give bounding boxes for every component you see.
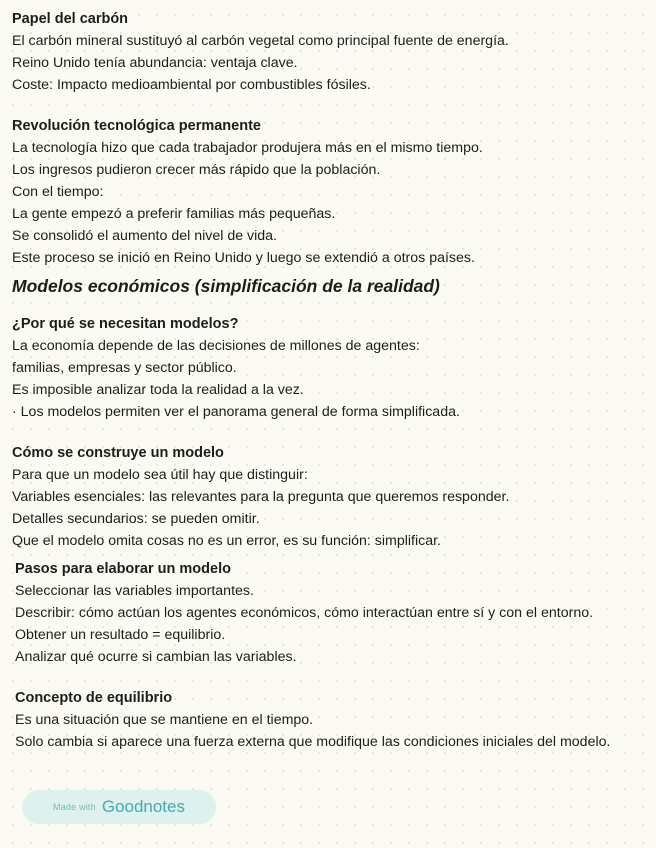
- note-line: Analizar qué ocurre si cambian las variables.: [15, 649, 297, 665]
- section-heading: ¿Por qué se necesitan modelos?: [12, 316, 239, 332]
- section-heading: Pasos para elaborar un modelo: [15, 561, 231, 577]
- spacer: [12, 96, 644, 115]
- section-papel-carbon: [12, 8, 644, 96]
- section-heading: Concepto de equilibrio: [15, 690, 173, 706]
- note-line: Solo cambia si aparece una fuerza externa que modifique las condiciones iniciales del modelo.: [15, 734, 611, 750]
- note-line: Que el modelo omita cosas no es un error, es su función: simplificar.: [12, 533, 441, 549]
- section-por-que-modelos: [12, 313, 644, 423]
- section-pasos-modelo: [12, 558, 644, 668]
- section-heading: Papel del carbón: [12, 11, 129, 27]
- note-line: La gente empezó a preferir familias más pequeñas.: [12, 206, 336, 222]
- note-line: Describir: cómo actúan los agentes económicos, cómo interactúan entre sí y con el entorno.: [15, 605, 594, 621]
- note-line: El carbón mineral sustituyó al carbón vegetal como principal fuente de energía.: [12, 33, 509, 49]
- note-line: Variables esenciales: las relevantes para la pregunta que queremos responder.: [12, 489, 510, 505]
- note-line: Es una situación que se mantiene en el tiempo.: [15, 712, 314, 728]
- note-line: Se consolidó el aumento del nivel de vida.: [12, 228, 278, 244]
- note-line: Los ingresos pudieron crecer más rápido que la población.: [12, 162, 381, 178]
- note-line: Este proceso se inició en Reino Unido y luego se extendió a otros países.: [12, 250, 475, 266]
- note-line: La economía depende de las decisiones de millones de agentes:: [12, 338, 420, 354]
- note-line: Con el tiempo:: [12, 184, 104, 200]
- note-line: Seleccionar las variables importantes.: [15, 583, 254, 599]
- note-line: Coste: Impacto medioambiental por combustibles fósiles.: [12, 77, 371, 93]
- spacer: [12, 668, 644, 687]
- note-line: Es imposible analizar toda la realidad a la vez.: [12, 382, 304, 398]
- section-concepto-equilibrio: [12, 687, 644, 753]
- note-page: [12, 8, 644, 753]
- section-como-construye-modelo: [12, 442, 644, 552]
- note-line: Obtener un resultado = equilibrio.: [15, 627, 226, 643]
- note-line: Reino Unido tenía abundancia: ventaja clave.: [12, 55, 298, 71]
- watermark-brand: Goodnotes: [101, 797, 185, 816]
- section-heading: Revolución tecnológica permanente: [12, 118, 261, 134]
- spacer: [12, 423, 644, 442]
- note-line: Detalles secundarios: se pueden omitir.: [12, 511, 260, 527]
- note-line: Para que un modelo sea útil hay que distinguir:: [12, 467, 308, 483]
- section-revolucion-tecnologica: [12, 115, 644, 269]
- watermark-prefix: Made with: [52, 802, 96, 812]
- note-line: · Los modelos permiten ver el panorama general de forma simplificada.: [12, 404, 460, 420]
- page-title: Modelos económicos (simplificación de la realidad): [12, 276, 440, 296]
- section-heading: Cómo se construye un modelo: [12, 445, 224, 461]
- note-line: familias, empresas y sector público.: [12, 360, 237, 376]
- note-line: La tecnología hizo que cada trabajador produjera más en el mismo tiempo.: [12, 140, 483, 156]
- goodnotes-watermark: [22, 790, 216, 824]
